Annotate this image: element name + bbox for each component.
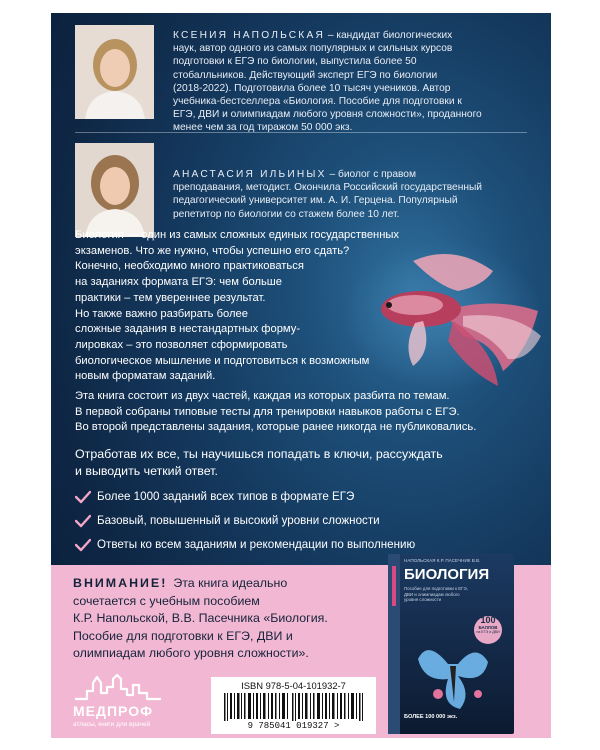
- structure-paragraph: Эта книга состоит из двух частей, каждая из которых разбита по темам. В первой собраны типовые тесты для тренировки навыков работы с ЕГЭ. Во второй представлены задания, которые ранее никогда не публиковались.: [75, 390, 477, 434]
- book-title: БИОЛОГИЯ: [404, 566, 490, 583]
- publisher-name: МЕДПРОФ: [73, 703, 154, 719]
- publisher-tagline: атласы, книги для врачей: [73, 721, 151, 728]
- author-bio-1: КСЕНИЯ НАПОЛЬСКАЯ – кандидат биологических наук, автор одного из самых популярных и сильных курсов подготовки к ЕГЭ по биологии, выпустила более 50 стобалльников. Действующий эксперт ЕГЭ по биологии (2018-2022). Подготовила более 10 тысяч учеников. Автор учебника-бестселлера «Биология. Пособие для подготовки к ЕГЭ, ДВИ и олимпиадам любого уровня сложности», проданного менее чем за год тиражом 50 000 экз.: [173, 30, 482, 134]
- isbn-label: ISBN 978-5-04-101932-7: [241, 680, 346, 691]
- book-badge: 100 БАЛЛОВ на ЕГЭ и ДВИ: [476, 615, 500, 634]
- checkmark-icon: [75, 490, 91, 504]
- author-name-1: КСЕНИЯ НАПОЛЬСКАЯ: [173, 30, 325, 41]
- attention-text: ВНИМАНИЕ! Эта книга идеально сочетается с учебным пособием К.Р. Напольской, В.В. Пасечника «Биология. Пособие для подготовки к ЕГЭ, ДВИ и олимпиадам любого уровня сложности».: [73, 576, 328, 661]
- companion-book-image: [388, 554, 514, 734]
- outcome-paragraph: Отработав их все, ты научишься попадать в ключи, рассуждать и выводить четкий ответ.: [75, 447, 443, 478]
- book-subtitle: Пособие для подготовки к ЕГЭ, ДВИ и олимпиадам любого уровня сложности: [404, 586, 468, 603]
- back-cover: [51, 13, 551, 738]
- book-bottom-text: БОЛЕЕ 100 000 экз.: [404, 714, 458, 720]
- book-authors: НАПОЛЬСКАЯ К.Р. ПАСЕЧНИК В.В.: [404, 558, 481, 563]
- checkmark-icon: [75, 538, 91, 552]
- feature-item: Ответы ко всем заданиям и рекомендации по выполнению: [75, 537, 535, 557]
- author-photo-napolskaya: [75, 25, 154, 119]
- author-bio-2: АНАСТАСИЯ ИЛЬИНЫХ – биолог с правом преподавания, методист. Окончила Российский государственный педагогический университет им. А. И. Герцена. Популярный репетитор по биологии со стажем более 10 лет.: [173, 169, 482, 220]
- intro-paragraph: Биология — один из самых сложных единых государственных экзаменов. Что же нужно, чтобы успешно его сдать? Конечно, необходимо много практиковаться на заданиях формата ЕГЭ: чем больше практики – тем увереннее результат. Но также важно разбирать более сложные задания в нестандартных форму- лировках – это позволяет сформировать биологическое мышление и подготовиться к возможным новым форматам заданий.: [75, 229, 400, 383]
- city-skyline-icon: [73, 673, 163, 701]
- barcode-number: 9 785041 019327 >: [247, 721, 340, 731]
- publisher-logo: [73, 673, 193, 733]
- author-photo-ilinykh: [75, 143, 154, 237]
- feature-item: Более 1000 заданий всех типов в формате ЕГЭ: [75, 489, 535, 509]
- attention-heading: ВНИМАНИЕ!: [73, 576, 168, 590]
- author-name-2: АНАСТАСИЯ ИЛЬИНЫХ: [173, 169, 327, 180]
- checkmark-icon: [75, 514, 91, 528]
- feature-item: Базовый, повышенный и высокий уровни сложности: [75, 513, 535, 533]
- divider: [75, 132, 527, 133]
- barcode-bars: [224, 693, 364, 721]
- barcode: [211, 677, 376, 734]
